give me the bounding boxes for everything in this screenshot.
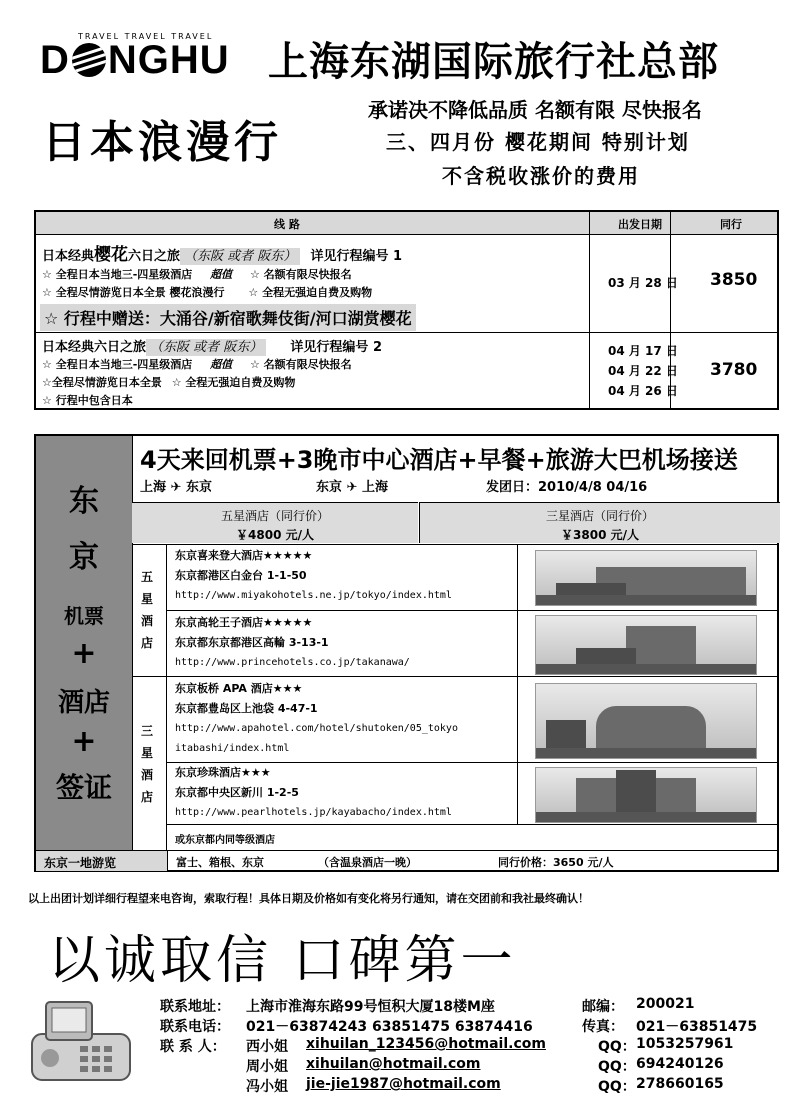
hotel-row-3 bbox=[132, 676, 779, 763]
slogan: 以诚取信 口碑第一 bbox=[48, 931, 517, 991]
hotel-3-url[interactable]: http://www.apahotel.com/hotel/shutoken/05_tokyo bbox=[175, 723, 458, 734]
tour-2-feature-2: ☆ 名额有限尽快报名 bbox=[249, 358, 352, 371]
header-route: 线 路 bbox=[274, 218, 300, 231]
daytrip-price: 同行价格：3650 元/人 bbox=[498, 856, 614, 869]
hotel-4-address: 东京都中央区新川 1-2-5 bbox=[175, 786, 299, 799]
address-value: 上海市淮海东路99号恒积大厦18楼M座 bbox=[246, 999, 495, 1015]
tour-1-title-post: 六日之旅 bbox=[128, 249, 181, 264]
daytrip-row bbox=[36, 850, 777, 871]
hotel-3-text bbox=[175, 679, 458, 759]
tour-2-date-1: 04 月 17 日 bbox=[608, 344, 678, 358]
hotel-4-text bbox=[175, 763, 452, 823]
side-char-1: 东 bbox=[69, 484, 99, 519]
hotel-2-url[interactable]: http://www.princehotels.co.jp/takanawa/ bbox=[175, 657, 410, 668]
logo bbox=[40, 38, 230, 83]
package-side-banner bbox=[36, 436, 133, 850]
tour-2-title bbox=[42, 336, 382, 355]
product-title: 日本浪漫行 bbox=[42, 117, 282, 168]
promo-line-2: 三、四月份 樱花期间 特别计划 bbox=[386, 130, 690, 154]
tour-1-feature-3: ☆ 全程尽情游览日本全景 樱花浪漫行 bbox=[42, 286, 225, 299]
contact-3-email[interactable]: jie-jie1987@hotmail.com bbox=[306, 1076, 501, 1092]
hotel-2-address: 东京都东京都港区高輪 3-13-1 bbox=[175, 636, 329, 649]
promo-line-3: 不含税收涨价的费用 bbox=[442, 164, 640, 188]
contact-person-label: 联 系 人： bbox=[160, 1039, 226, 1055]
contact-2-name: 周小姐 bbox=[246, 1059, 288, 1075]
tour-1-feature-4: ☆ 全程无强迫自费及购物 bbox=[248, 286, 373, 299]
hotel-1-text bbox=[175, 546, 452, 606]
header-date: 出发日期 bbox=[618, 218, 662, 231]
globe-icon bbox=[72, 43, 106, 77]
tour-2-feature-3: ☆全程尽情游览日本全景 bbox=[42, 376, 162, 389]
fax-number: 021－63851475 bbox=[636, 1019, 758, 1035]
tokyo-package bbox=[34, 434, 779, 872]
route-return: 东京 ✈ 上海 bbox=[316, 480, 388, 495]
tour-2-line-1 bbox=[42, 356, 352, 372]
tour-1-feature-value: 超值 bbox=[210, 268, 233, 281]
zip-value: 200021 bbox=[636, 996, 695, 1012]
price-col-three-label: 三星酒店（同行价） bbox=[545, 509, 654, 523]
contact-2-qq: 694240126 bbox=[636, 1056, 724, 1072]
package-title: 4天来回机票+3晚市中心酒店+早餐+旅游大巴机场接送 bbox=[140, 446, 738, 474]
price-col-five-price: ￥4800 元/人 bbox=[236, 528, 314, 542]
hotel-3-url-cont[interactable]: itabashi/index.html bbox=[175, 743, 290, 754]
side-char-2: 京 bbox=[69, 540, 99, 575]
category-five-star: 五 星 酒 店 bbox=[140, 570, 153, 650]
tour-1-line-2 bbox=[42, 284, 372, 300]
hotel-row-4 bbox=[167, 762, 779, 825]
hotel-2-name: 东京高轮王子酒店★★★★★ bbox=[175, 616, 313, 629]
tour-2-code: 详见行程编号 2 bbox=[290, 340, 382, 355]
telephone-icon bbox=[26, 994, 136, 1086]
category-three-star: 三 星 酒 店 bbox=[140, 724, 153, 804]
tour-1-title-highlight: 樱花 bbox=[94, 245, 129, 265]
contact-3-qq-label: QQ： bbox=[598, 1079, 636, 1095]
alt-hotel-row bbox=[167, 824, 779, 851]
contact-1-email[interactable]: xihuilan_123456@hotmail.com bbox=[306, 1036, 546, 1052]
tour-2-line-3: ☆ 行程中包含日本 bbox=[42, 394, 133, 407]
hotel-1-photo bbox=[535, 550, 757, 606]
contact-3-qq: 278660165 bbox=[636, 1076, 724, 1092]
contact-2-email[interactable]: xihuilan@hotmail.com bbox=[306, 1056, 481, 1072]
tour-1-route: （东阪 或者 阪东） bbox=[180, 248, 300, 265]
phone-numbers[interactable]: 021－63874243 63851475 63874416 bbox=[246, 1019, 533, 1035]
departure-dates: 发团日：2010/4/8 04/16 bbox=[486, 480, 648, 495]
table-header bbox=[36, 212, 777, 235]
notice-text: 以上出团计划详细行程望来电咨询，索取行程！具体日期及价格如有变化将另行通知，请在交团前和我社最终确认！ bbox=[28, 892, 589, 905]
tour-1-date: 03 月 28 日 bbox=[608, 276, 678, 290]
zip-label: 邮编： bbox=[582, 999, 624, 1015]
hotel-3-name: 东京板桥 APA 酒店★★★ bbox=[175, 682, 303, 695]
hotel-3-address: 东京都豊岛区上池袋 4-47-1 bbox=[175, 702, 318, 715]
daytrip-spots: 富士、箱根、东京 bbox=[176, 856, 264, 869]
hotel-1-url[interactable]: http://www.miyakohotels.ne.jp/tokyo/index.html bbox=[175, 590, 452, 601]
header-price: 同行 bbox=[720, 218, 742, 231]
price-col-five-star bbox=[132, 502, 418, 543]
address-label: 联系地址： bbox=[160, 999, 230, 1015]
tour-1-code: 详见行程编号 1 bbox=[310, 249, 403, 264]
tour-2-date-2: 04 月 22 日 bbox=[608, 364, 678, 378]
tour-1-feature-1: ☆ 全程日本当地三-四星级酒店 bbox=[42, 268, 193, 281]
tour-2-feature-value: 超值 bbox=[210, 358, 233, 371]
logo-letter-d: D bbox=[40, 38, 70, 82]
hotel-1-name: 东京喜来登大酒店★★★★★ bbox=[175, 549, 313, 562]
side-char-7: 签证 bbox=[55, 771, 112, 804]
tour-2-route: （东阪 或者 阪东） bbox=[146, 339, 266, 356]
daytrip-label: 东京一地游览 bbox=[44, 856, 117, 870]
itinerary-table bbox=[34, 210, 779, 410]
hotel-3-photo bbox=[535, 683, 757, 759]
tour-2-line-2 bbox=[42, 374, 295, 390]
tour-2-date-3: 04 月 26 日 bbox=[608, 384, 678, 398]
logo-ring-text: TRAVEL TRAVEL TRAVEL bbox=[78, 32, 214, 41]
company-name: 上海东湖国际旅行社总部 bbox=[268, 39, 719, 85]
contact-1-name: 西小姐 bbox=[246, 1039, 288, 1055]
route-outbound: 上海 ✈ 东京 bbox=[140, 480, 212, 495]
logo-letters: NGHU bbox=[107, 38, 230, 82]
hotel-2-text bbox=[175, 613, 410, 673]
hotel-4-photo bbox=[535, 767, 757, 823]
daytrip-note: （含温泉酒店一晚） bbox=[318, 856, 417, 869]
price-col-five-label: 五星酒店（同行价） bbox=[220, 509, 329, 523]
side-char-4: + bbox=[71, 636, 97, 671]
side-char-5: 酒店 bbox=[57, 688, 110, 718]
tour-1-line-1 bbox=[42, 266, 352, 282]
contact-3-name: 冯小姐 bbox=[246, 1079, 288, 1095]
tour-1-feature-2: ☆ 名额有限尽快报名 bbox=[249, 268, 352, 281]
tour-1-title-pre: 日本经典 bbox=[42, 249, 95, 264]
tour-1-gift: ☆ 行程中赠送：大涌谷/新宿歌舞伎街/河口湖赏樱花 bbox=[40, 304, 416, 331]
contact-1-qq-label: QQ： bbox=[598, 1039, 636, 1055]
side-char-6: + bbox=[71, 724, 97, 759]
tour-1-price: 3850 bbox=[710, 270, 758, 290]
tour-2-feature-4: ☆ 全程无强迫自费及购物 bbox=[171, 376, 296, 389]
price-col-three-star bbox=[419, 502, 780, 543]
tour-2-title-text: 日本经典六日之旅 bbox=[42, 340, 147, 355]
price-col-three-price: ￥3800 元/人 bbox=[561, 528, 639, 542]
hotel-1-address: 东京都港区白金台 1-1-50 bbox=[175, 569, 307, 582]
phone-label: 联系电话： bbox=[160, 1019, 230, 1035]
contact-2-qq-label: QQ： bbox=[598, 1059, 636, 1075]
tour-1-title bbox=[42, 240, 402, 265]
hotel-row-1 bbox=[167, 544, 779, 610]
hotel-row-2 bbox=[167, 610, 779, 677]
contact-1-qq: 1053257961 bbox=[636, 1036, 734, 1052]
hotel-2-photo bbox=[535, 615, 757, 675]
tour-2-feature-1: ☆ 全程日本当地三-四星级酒店 bbox=[42, 358, 193, 371]
hotel-4-name: 东京珍珠酒店★★★ bbox=[175, 766, 271, 779]
side-char-3: 机票 bbox=[64, 604, 104, 628]
alt-hotel-note: 或东京都内同等级酒店 bbox=[175, 835, 275, 846]
fax-label: 传真： bbox=[582, 1019, 624, 1035]
tour-2-price: 3780 bbox=[710, 360, 758, 380]
hotel-4-url[interactable]: http://www.pearlhotels.jp/kayabacho/index.html bbox=[175, 807, 452, 818]
promo-line-1: 承诺决不降低品质 名额有限 尽快报名 bbox=[368, 98, 702, 122]
